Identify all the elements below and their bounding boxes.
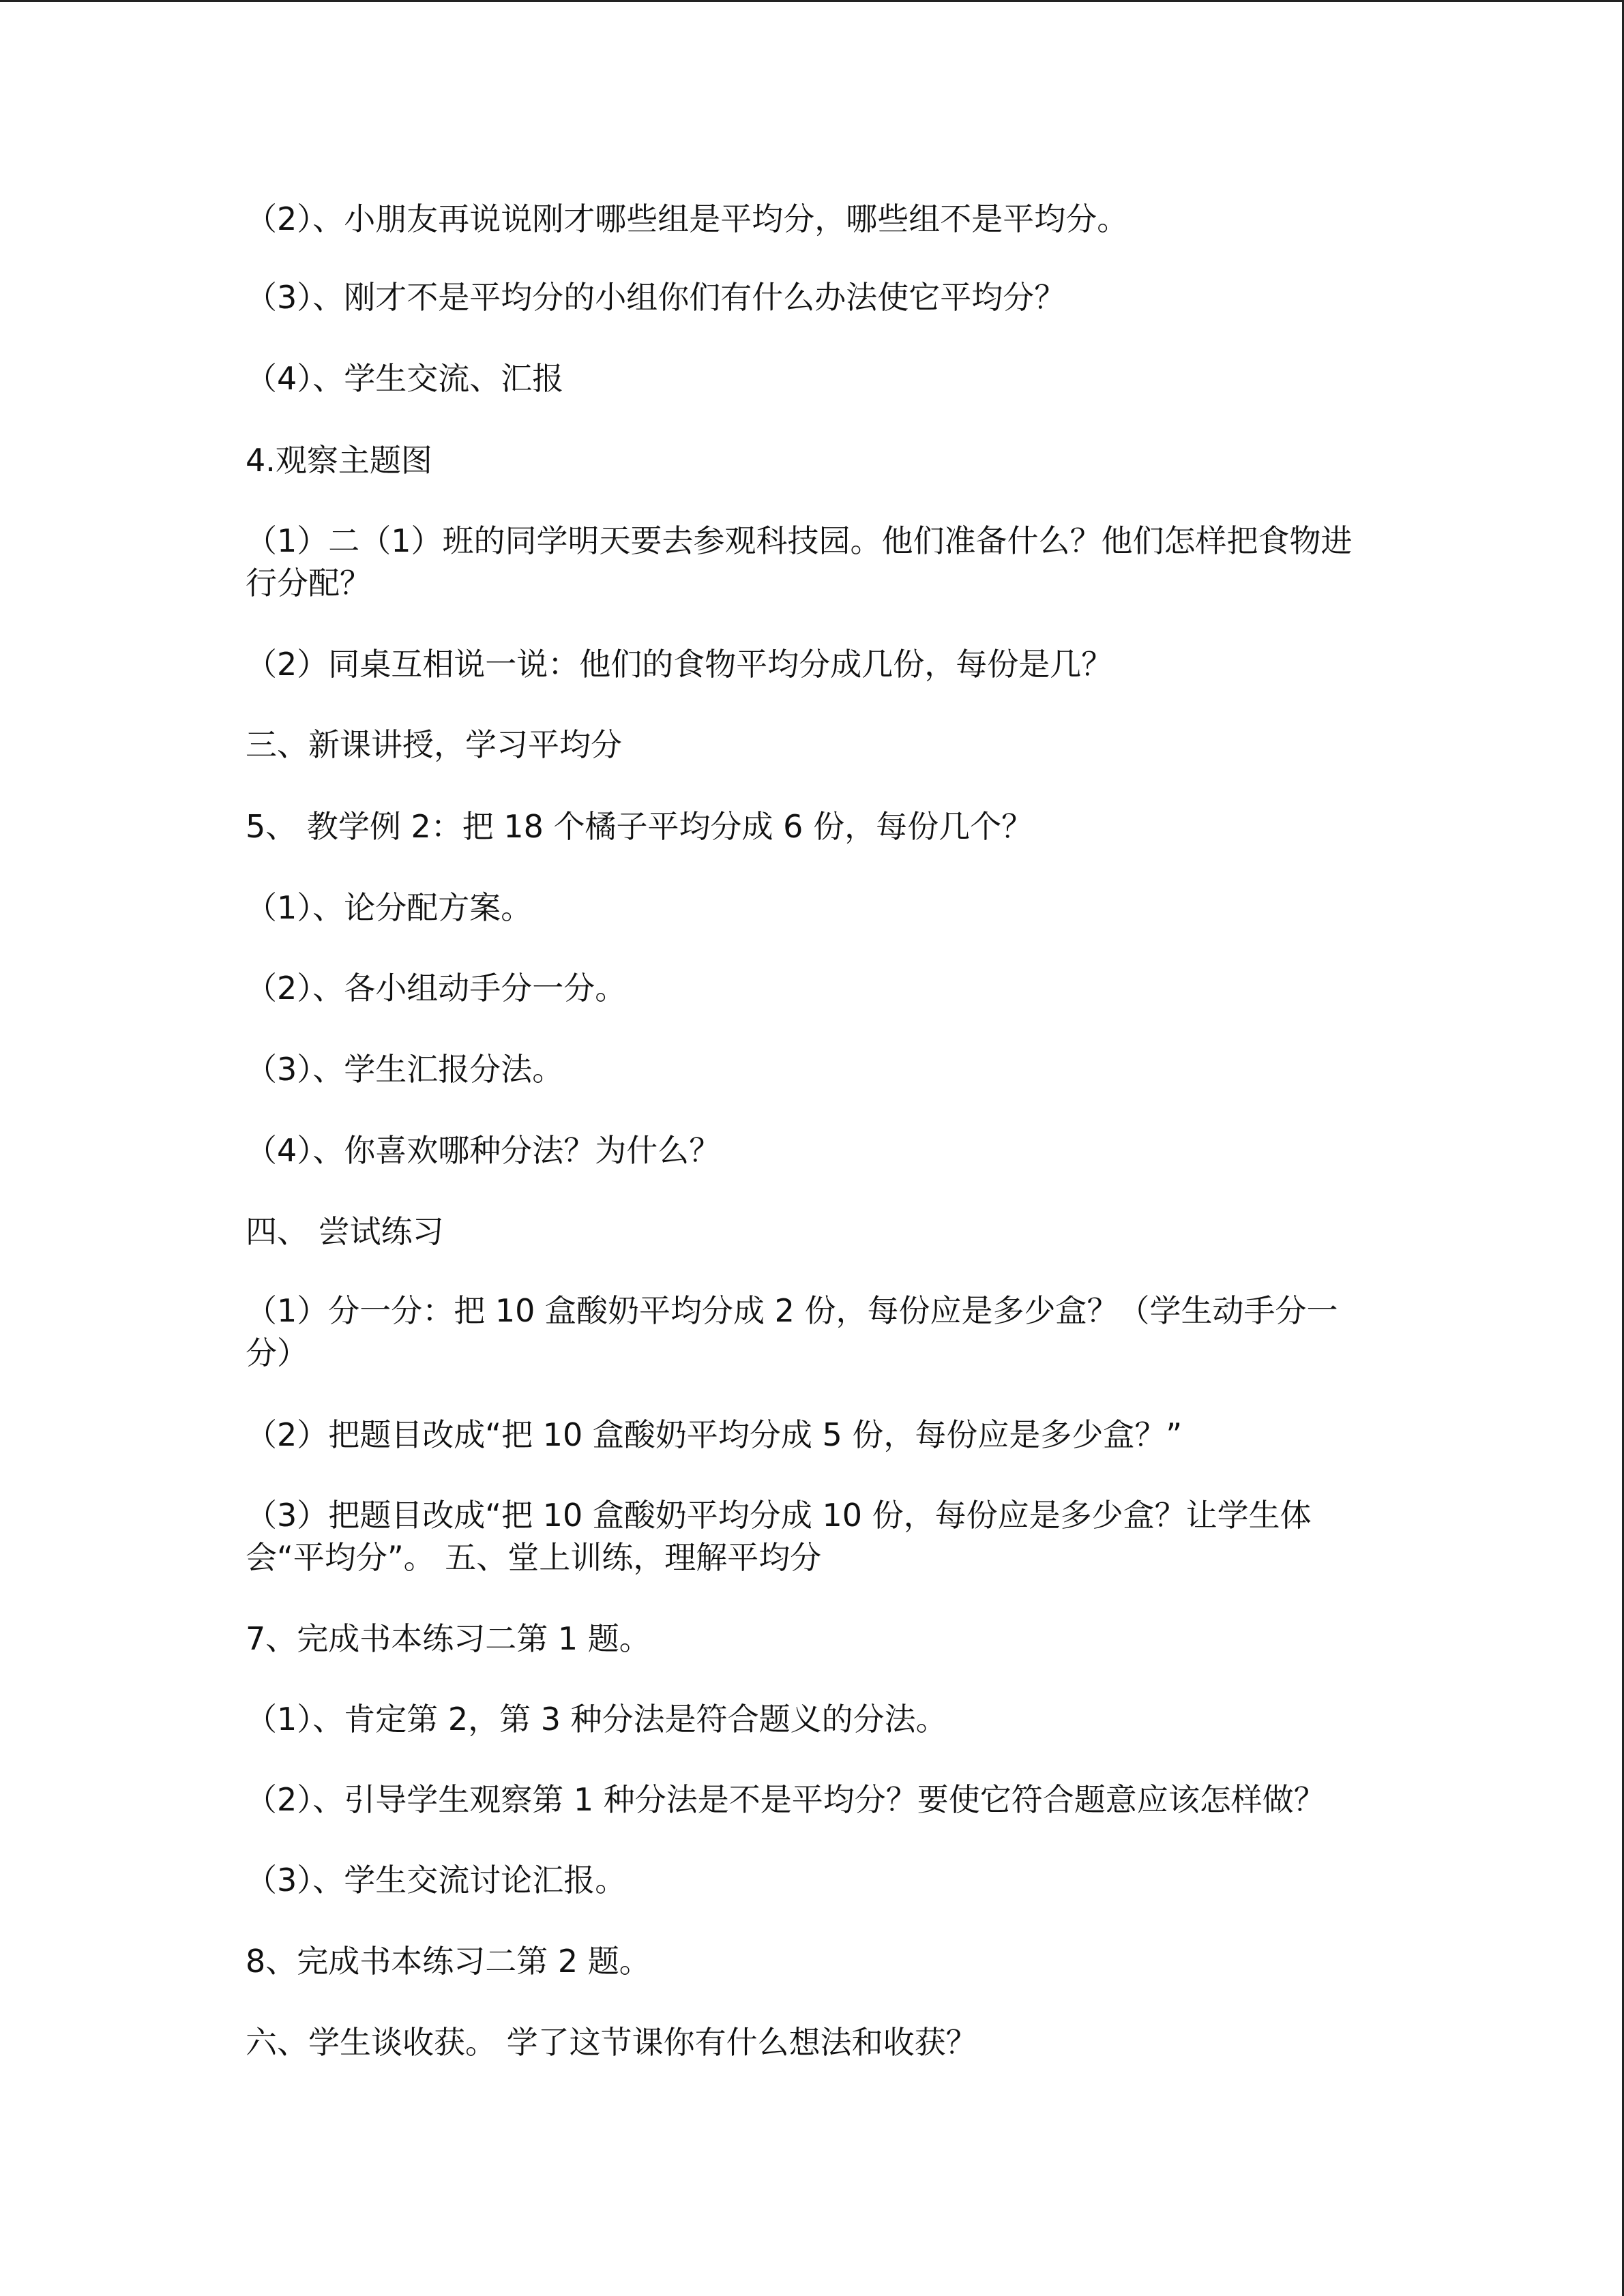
paragraph: （2）、引导学生观察第 1 种分法是不是平均分？要使它符合题意应该怎样做？ [246,1781,1325,1818]
paragraph: （3）、刚才不是平均分的小组你们有什么办法使它平均分？ [246,279,1066,316]
paragraph: （2）、各小组动手分一分。 [246,970,627,1007]
paragraph: （3）、学生汇报分法。 [246,1051,564,1088]
paragraph: （2）把题目改成“把 10 盒酸奶平均分成 5 份，每份应是多少盒？” [246,1416,1183,1453]
paragraph: （2）同桌互相说一说：他们的食物平均分成几份，每份是几？ [246,646,1113,683]
section-heading: 四、 尝试练习 [246,1213,444,1250]
paragraph: （1）二（1）班的同学明天要去参观科技园。他们准备什么？他们怎样把食物进行分配？ [246,522,1353,601]
paragraph: （4）、学生交流、汇报 [246,360,564,397]
paragraph: 5、 教学例 2：把 18 个橘子平均分成 6 份，每份几个？ [246,808,1033,845]
paragraph: （3）、学生交流讨论汇报。 [246,1862,627,1898]
paragraph: （1）、肯定第 2，第 3 种分法是符合题义的分法。 [246,1701,947,1738]
page-top-border [0,0,1624,2]
paragraph: （3）把题目改成“把 10 盒酸奶平均分成 10 份，每份应是多少盒？让学生体会“平均分”。 五、堂上训练，理解平均分 [246,1497,1312,1576]
section-heading: 4.观察主题图 [246,442,432,479]
paragraph: （1）、论分配方案。 [246,889,533,926]
paragraph: 7、完成书本练习二第 1 题。 [246,1620,651,1657]
paragraph: （1）分一分：把 10 盒酸奶平均分成 2 份，每份应是多少盒？（学生动手分一分） [246,1292,1338,1371]
paragraph: （2）、小朋友再说说刚才哪些组是平均分，哪些组不是平均分。 [246,200,1129,237]
paragraph: 8、完成书本练习二第 2 题。 [246,1943,651,1980]
paragraph: （4）、你喜欢哪种分法？为什么？ [246,1132,721,1169]
section-heading: 三、新课讲授，学习平均分 [246,726,622,763]
section-heading: 六、学生谈收获。 学了这节课你有什么想法和收获？ [246,2024,977,2061]
